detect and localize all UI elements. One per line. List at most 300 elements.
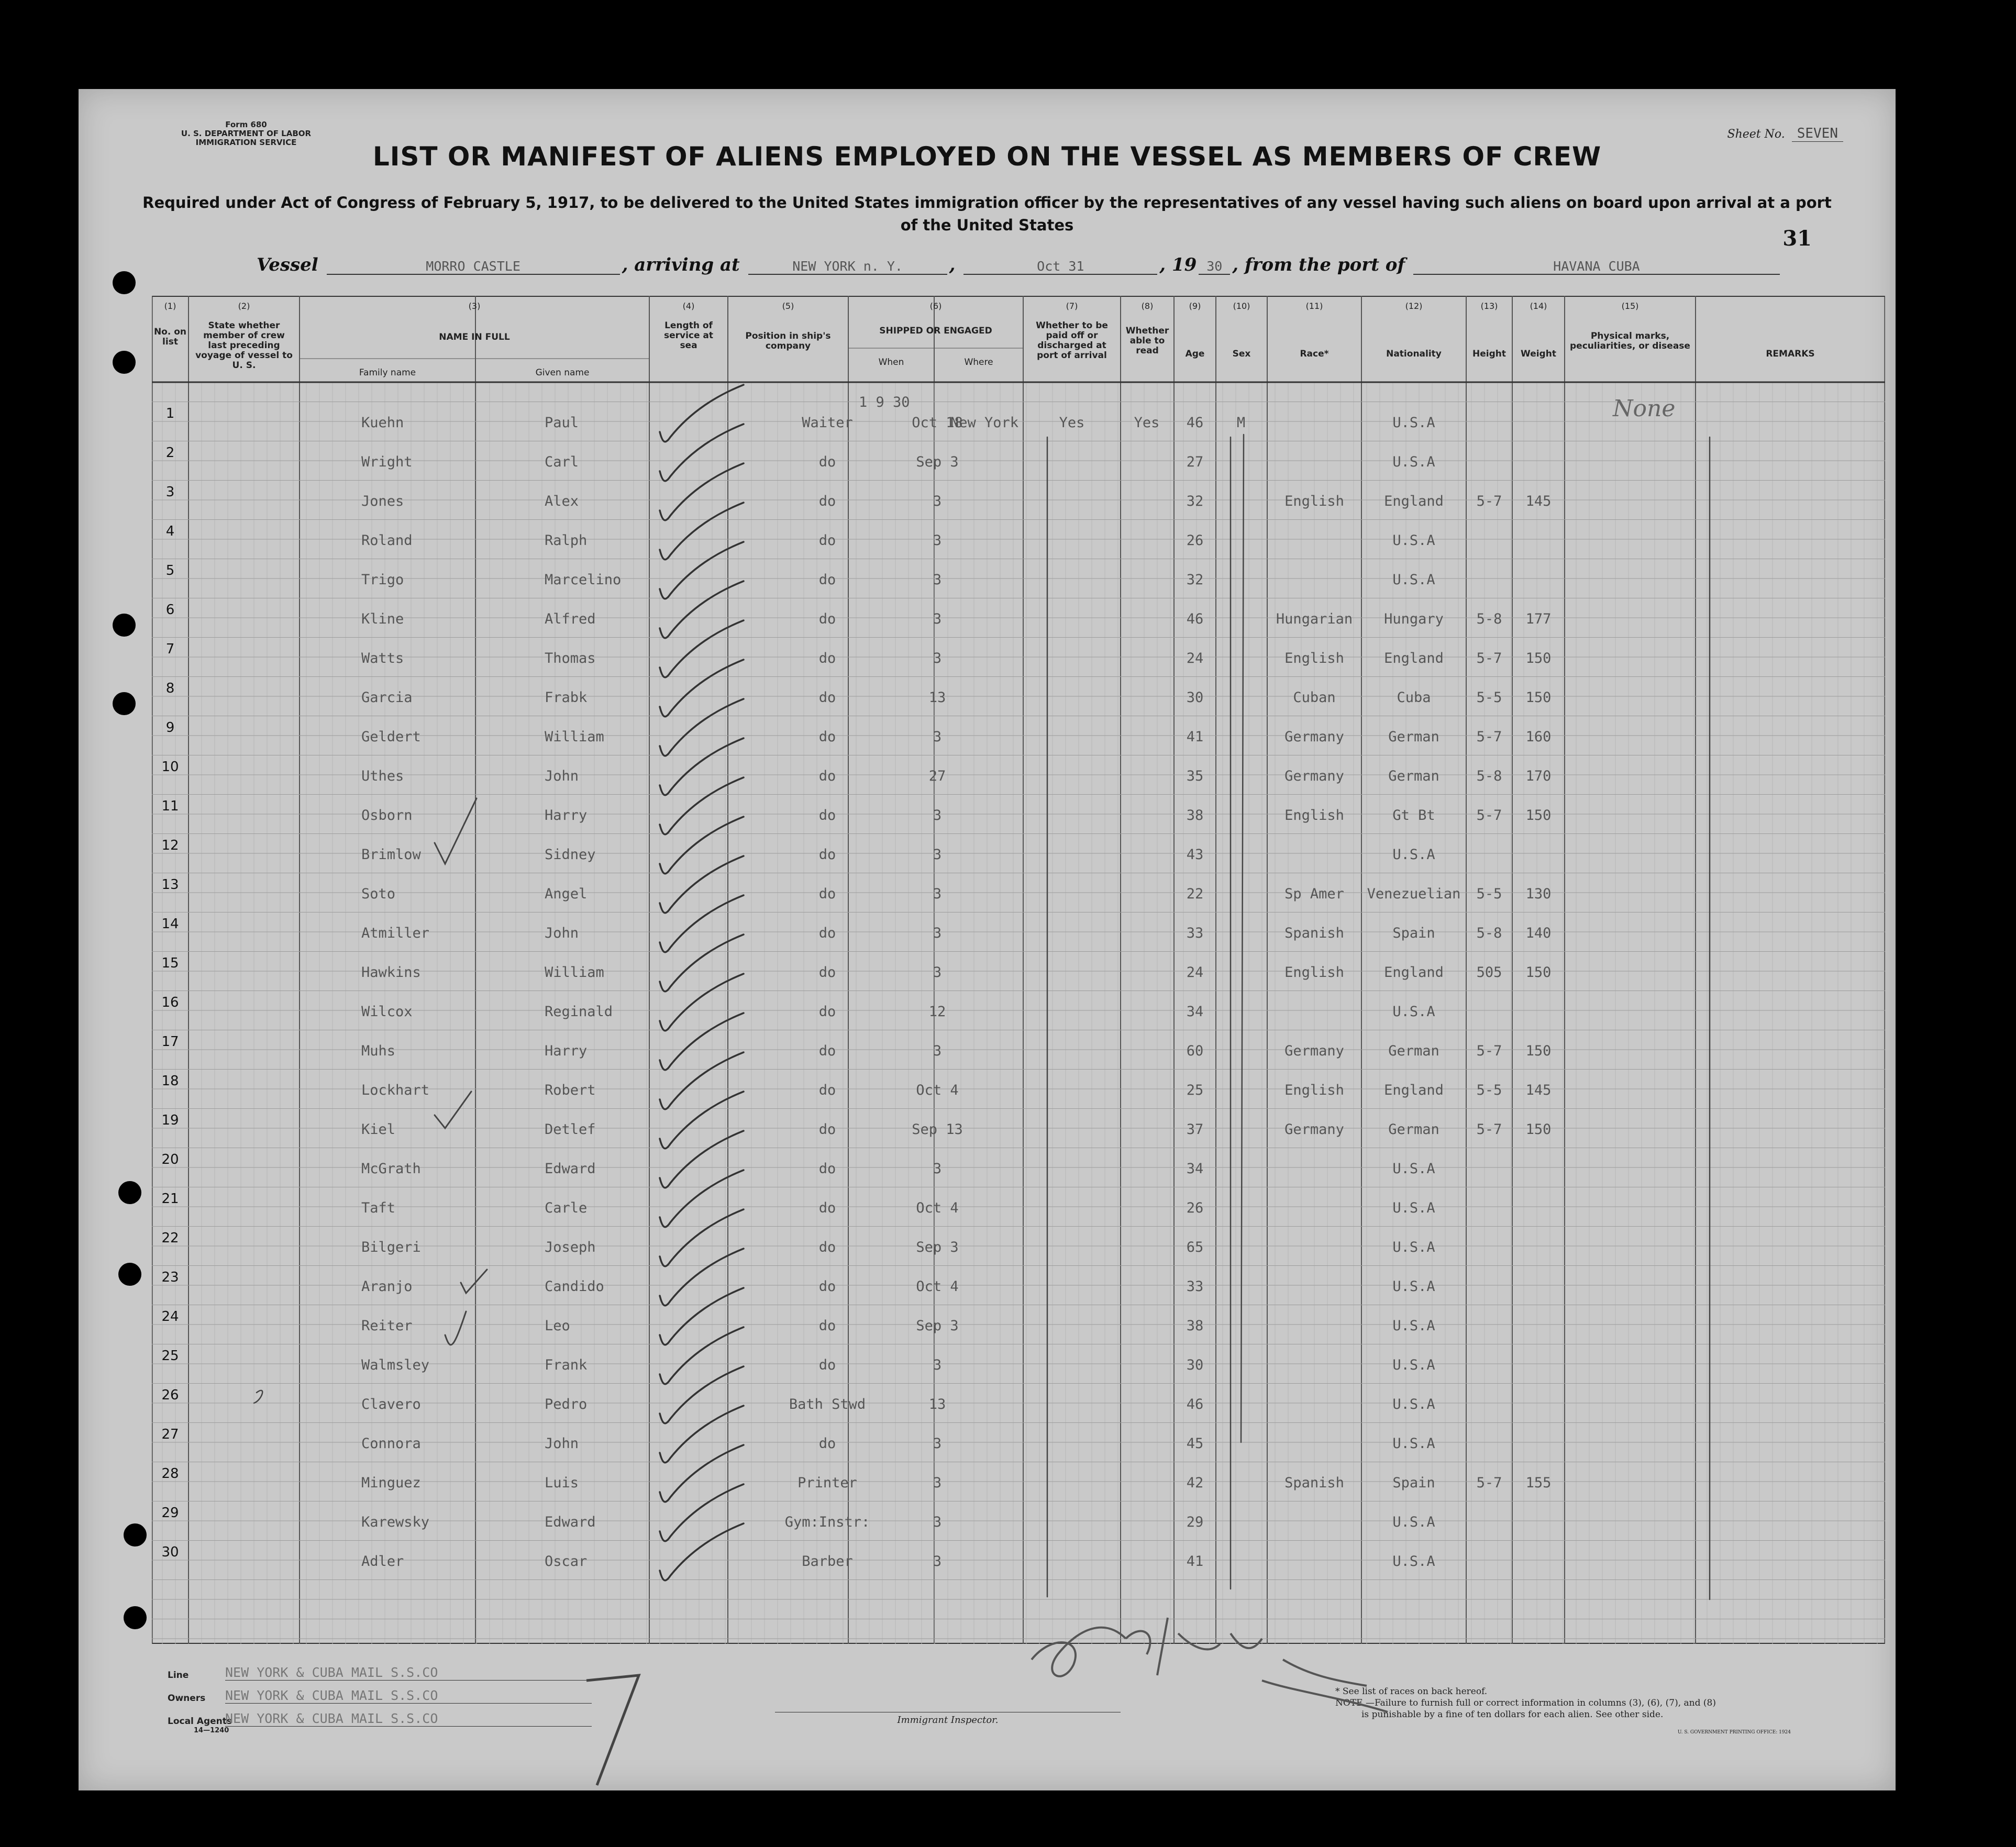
shipped-when-cell: 3 (933, 1043, 942, 1059)
binder-hole (113, 692, 136, 715)
row-number: 6 (165, 602, 175, 618)
given-name-cell: Carle (545, 1200, 588, 1216)
family-name-cell: Aranjo (361, 1278, 413, 1295)
race-cell: Germany (1284, 1121, 1344, 1138)
line-value: NEW YORK & CUBA MAIL S.S.CO (225, 1665, 592, 1681)
given-name-cell: Detlef (545, 1121, 596, 1138)
when-header: When (878, 357, 904, 368)
col1-header: No. on list (153, 327, 187, 347)
family-name-cell: Lockhart (361, 1082, 430, 1098)
nationality-cell: England (1384, 650, 1444, 666)
shipped-when-cell: 3 (933, 1475, 942, 1491)
given-name-cell: Reginald (545, 1004, 613, 1020)
position-cell: do (818, 1318, 836, 1334)
nationality-cell: German (1388, 1043, 1439, 1059)
height-cell: 5-7 (1476, 807, 1502, 824)
weight-cell: 150 (1525, 689, 1552, 706)
departure-port: HAVANA CUBA (1413, 259, 1780, 275)
age-cell: 46 (1186, 415, 1204, 431)
race-cell: Hungarian (1276, 611, 1353, 627)
given-name-cell: Joseph (545, 1239, 596, 1255)
col12-number: (12) (1405, 301, 1423, 311)
binder-hole (118, 1263, 141, 1286)
year-1930: 1 9 30 (859, 394, 910, 410)
service-checkmark (660, 777, 744, 835)
service-checkmark (660, 1013, 744, 1070)
owners-label: Owners (168, 1693, 206, 1704)
height-cell: 5-7 (1476, 1043, 1502, 1059)
inspector-signature-scrawl (969, 1555, 1492, 1764)
age-cell: 26 (1186, 1200, 1204, 1216)
position-cell: do (818, 964, 836, 981)
nationality-cell: U.S.A (1392, 532, 1435, 549)
height-cell: 5-7 (1476, 650, 1502, 666)
family-name-cell: Kline (361, 611, 404, 627)
age-cell: 37 (1186, 1121, 1204, 1138)
shipped-when-cell: 3 (933, 1514, 942, 1530)
name-checkmark (445, 1311, 466, 1345)
race-cell: Cuban (1293, 689, 1336, 706)
col1-number: (1) (164, 301, 176, 311)
age-cell: 32 (1186, 493, 1204, 509)
service-checkmark (660, 1445, 744, 1502)
shipped-when-cell: 3 (933, 964, 942, 981)
row-number: 1 (165, 406, 175, 421)
race-cell: Germany (1284, 768, 1344, 784)
weight-cell: 155 (1525, 1475, 1552, 1491)
family-name-cell: Walmsley (361, 1357, 430, 1373)
height-cell: 5-5 (1476, 1082, 1502, 1098)
sheet-number-value: SEVEN (1792, 126, 1843, 142)
given-name-cell: Robert (545, 1082, 596, 1098)
shipped-when-cell: 3 (933, 611, 942, 627)
weight-cell: 150 (1525, 807, 1552, 824)
nationality-cell: U.S.A (1392, 1318, 1435, 1334)
family-name-cell: Bilgeri (361, 1239, 421, 1255)
given-name-cell: Angel (545, 886, 588, 902)
position-cell: do (818, 847, 836, 863)
family-name-cell: Atmiller (361, 925, 430, 941)
fine-note: NOTE.—Failure to furnish full or correct information in columns (3), (6), (7), and (8) (1335, 1698, 1716, 1708)
service-checkmark (660, 1523, 744, 1581)
position-cell: do (818, 729, 836, 745)
bracket-pencil-mark (576, 1665, 681, 1801)
sex-ditto-line (1241, 435, 1244, 1442)
nationality-cell: U.S.A (1392, 1553, 1435, 1570)
arrival-port: NEW YORK n. Y. (748, 259, 947, 275)
binder-hole (118, 1181, 141, 1204)
service-checkmark (660, 1288, 744, 1345)
height-cell: 5-7 (1476, 1121, 1502, 1138)
name-checkmark (435, 798, 477, 864)
crew-table (152, 296, 1885, 1644)
weight-cell: 170 (1525, 768, 1552, 784)
shipped-when-cell: 12 (928, 1004, 946, 1020)
service-checkmark (660, 856, 744, 913)
weight-cell: 150 (1525, 650, 1552, 666)
shipped-when-cell: 13 (928, 689, 946, 706)
year-prefix: , 19 (1159, 254, 1197, 275)
arrival-date: Oct 31 (963, 259, 1157, 275)
shipped-when-cell: 3 (933, 572, 942, 588)
position-cell: do (818, 650, 836, 666)
age-cell: 46 (1186, 611, 1204, 627)
family-name-cell: Connora (361, 1436, 421, 1452)
family-name-cell: Kiel (361, 1121, 396, 1138)
sex-cell: M (1236, 415, 1246, 431)
col6-header: SHIPPED OR ENGAGED (879, 326, 992, 336)
row-number: 28 (161, 1466, 179, 1482)
col5-header: Position in ship's company (745, 331, 831, 351)
fine-note-continued: is punishable by a fine of ten dollars for each alien. See other side. (1361, 1709, 1664, 1720)
position-cell: Waiter (802, 415, 853, 431)
position-cell: do (818, 493, 836, 509)
age-cell: 42 (1186, 1475, 1204, 1491)
handwritten-none-annotation: None (1613, 395, 1676, 422)
given-name-cell: Alex (545, 493, 579, 509)
family-name-cell: Clavero (361, 1396, 421, 1412)
shipped-when-cell: 3 (933, 886, 942, 902)
row-number: 19 (161, 1112, 179, 1128)
local-agents-code: 14—1240 (194, 1727, 229, 1734)
row-number: 13 (161, 877, 179, 893)
printer-imprint: U. S. GOVERNMENT PRINTING OFFICE: 1924 (1677, 1730, 1791, 1735)
position-cell: do (818, 611, 836, 627)
binder-hole (124, 1523, 147, 1546)
nationality-cell: Venezuelian (1367, 886, 1461, 902)
age-cell: 32 (1186, 572, 1204, 588)
row-number: 16 (161, 995, 179, 1010)
service-checkmark (660, 1484, 744, 1541)
position-cell: Printer (797, 1475, 857, 1491)
service-checkmark (660, 1092, 744, 1149)
age-cell: 33 (1186, 1278, 1204, 1295)
arrival-year: 30 (1199, 259, 1230, 275)
family-name-cell: Muhs (361, 1043, 396, 1059)
service-checkmark (660, 1131, 744, 1188)
owners-value: NEW YORK & CUBA MAIL S.S.CO (225, 1688, 592, 1704)
col13-number: (13) (1480, 301, 1498, 311)
col14-header: Weight (1521, 349, 1556, 359)
document-subtitle: Required under Act of Congress of February 5, 1917, to be delivered to the United States immigration officer by the representatives of any vessel having such aliens on board upon arrival at a port of the United States (142, 194, 1832, 234)
service-checkmark (660, 424, 744, 481)
height-cell: 5-8 (1476, 611, 1502, 627)
row-number: 14 (161, 916, 179, 932)
given-name-cell: John (545, 925, 579, 941)
position-cell: do (818, 1239, 836, 1255)
service-checkmark (660, 581, 744, 638)
shipped-when-cell: 3 (933, 729, 942, 745)
given-name-cell: John (545, 768, 579, 784)
nationality-cell: U.S.A (1392, 415, 1435, 431)
given-name-cell: Thomas (545, 650, 596, 666)
position-cell: do (818, 532, 836, 549)
row-number: 29 (161, 1505, 179, 1521)
weight-cell: 130 (1525, 886, 1552, 902)
nationality-cell: Cuba (1397, 689, 1431, 706)
weight-cell: 145 (1525, 1082, 1552, 1098)
col13-header: Height (1472, 349, 1506, 359)
row-number: 15 (161, 955, 179, 971)
col8-number: (8) (1141, 301, 1154, 311)
row-number: 3 (165, 484, 175, 500)
race-cell: English (1284, 807, 1344, 824)
given-name-cell: Ralph (545, 532, 588, 549)
nationality-cell: U.S.A (1392, 572, 1435, 588)
margin-pencil-mark (254, 1390, 262, 1403)
col15-header: Physical marks, peculiarities, or disease (1570, 331, 1690, 351)
age-cell: 45 (1186, 1436, 1204, 1452)
race-cell: Germany (1284, 729, 1344, 745)
nationality-cell: U.S.A (1392, 454, 1435, 470)
col6-number: (6) (929, 301, 942, 311)
paid-off-cell: Yes (1059, 415, 1085, 431)
nationality-cell: England (1384, 964, 1444, 981)
weight-cell: 160 (1525, 729, 1552, 745)
col15-number: (15) (1621, 301, 1639, 311)
given-name-header: Given name (535, 368, 590, 378)
shipped-when-cell: 3 (933, 1161, 942, 1177)
family-name-cell: Garcia (361, 689, 413, 706)
col10-header: Sex (1232, 349, 1251, 359)
nationality-cell: Hungary (1384, 611, 1444, 627)
race-cell: English (1284, 964, 1344, 981)
service-checkmark (660, 503, 744, 560)
nationality-cell: Gt Bt (1392, 807, 1435, 824)
height-cell: 5-8 (1476, 768, 1502, 784)
row-number: 8 (165, 681, 175, 696)
family-name-cell: Uthes (361, 768, 404, 784)
position-cell: do (818, 807, 836, 824)
vessel-line: Vessel MORRO CASTLE , arriving at NEW YORK n. Y. , Oct 31 , 19 30 , from the port of HAVANA CUBA (257, 254, 1782, 275)
shipped-when-cell: 3 (933, 1436, 942, 1452)
given-name-cell: Luis (545, 1475, 579, 1491)
row-number: 23 (161, 1270, 179, 1285)
row-number: 21 (161, 1191, 179, 1207)
race-cell: English (1284, 650, 1344, 666)
race-cell: Germany (1284, 1043, 1344, 1059)
height-cell: 5-5 (1476, 689, 1502, 706)
age-cell: 30 (1186, 689, 1204, 706)
shipped-when-cell: Oct 18 (912, 415, 963, 431)
binder-hole (124, 1606, 147, 1629)
given-name-cell: Frabk (545, 689, 588, 706)
shipped-when-cell: 3 (933, 925, 942, 941)
age-cell: 65 (1186, 1239, 1204, 1255)
weight-cell: 177 (1525, 611, 1552, 627)
shipped-when-cell: 3 (933, 493, 942, 509)
col11-header: Race* (1300, 349, 1329, 359)
given-name-cell: Frank (545, 1357, 588, 1373)
row-number: 4 (165, 524, 175, 539)
shipped-when-cell: 3 (933, 1553, 942, 1570)
age-cell: 38 (1186, 1318, 1204, 1334)
nationality-cell: U.S.A (1392, 847, 1435, 863)
position-cell: do (818, 925, 836, 941)
position-cell: do (818, 1161, 836, 1177)
age-cell: 33 (1186, 925, 1204, 941)
shipped-when-cell: Sep 13 (912, 1121, 963, 1138)
nationality-cell: U.S.A (1392, 1200, 1435, 1216)
given-name-cell: Sidney (545, 847, 596, 863)
service-checkmark (660, 1327, 744, 1384)
service-checkmark (660, 895, 744, 952)
from-port-label: , from the port of (1232, 254, 1405, 275)
family-name-cell: Brimlow (361, 847, 421, 863)
row-number: 25 (161, 1348, 179, 1364)
age-cell: 35 (1186, 768, 1204, 784)
col9-header: Age (1185, 349, 1205, 359)
inspector-label: Immigrant Inspector. (897, 1715, 999, 1726)
given-name-cell: Edward (545, 1161, 596, 1177)
family-name-cell: Geldert (361, 729, 421, 745)
weight-cell: 140 (1525, 925, 1552, 941)
col4-number: (4) (682, 301, 695, 311)
family-name-header: Family name (359, 368, 416, 378)
nationality-cell: U.S.A (1392, 1239, 1435, 1255)
family-name-cell: Osborn (361, 807, 413, 824)
col2-header: State whether member of crew last preceding voyage of vessel to U. S. (195, 320, 293, 371)
form-number: Form 680 (225, 120, 267, 129)
service-checkmark (660, 1052, 744, 1109)
shipped-when-cell: 13 (928, 1396, 946, 1412)
row-number: 30 (161, 1544, 179, 1560)
shipped-when-cell: 27 (928, 768, 946, 784)
family-name-cell: McGrath (361, 1161, 421, 1177)
given-name-cell: John (545, 1436, 579, 1452)
race-cell: Spanish (1284, 1475, 1344, 1491)
given-name-cell: Edward (545, 1514, 596, 1530)
service-checkmark (660, 463, 744, 520)
row-number: 26 (161, 1387, 179, 1403)
col7-header: Whether to be paid off or discharged at port of arrival (1036, 320, 1108, 361)
sheet-number (1727, 126, 1844, 141)
position-cell: do (818, 689, 836, 706)
position-cell: do (818, 454, 836, 470)
age-cell: 41 (1186, 729, 1204, 745)
col9-number: (9) (1189, 301, 1201, 311)
shipped-when-cell: 3 (933, 847, 942, 863)
col11-number: (11) (1305, 301, 1323, 311)
position-cell: do (818, 1436, 836, 1452)
service-checkmark (660, 974, 744, 1031)
shipped-when-cell: 3 (933, 532, 942, 549)
nationality-cell: U.S.A (1392, 1357, 1435, 1373)
given-name-cell: Carl (545, 454, 579, 470)
family-name-cell: Adler (361, 1553, 404, 1570)
service-checkmark (660, 738, 744, 795)
name-checkmark (461, 1270, 487, 1293)
family-name-cell: Kuehn (361, 415, 404, 431)
service-name: IMMIGRATION SERVICE (195, 138, 297, 147)
height-cell: 5-7 (1476, 729, 1502, 745)
pencil-annotations (152, 296, 1885, 1644)
service-checkmark (660, 934, 744, 992)
local-agents-value: NEW YORK & CUBA MAIL S.S.CO (225, 1711, 592, 1727)
age-cell: 27 (1186, 454, 1204, 470)
nationality-cell: German (1388, 1121, 1439, 1138)
age-cell: 22 (1186, 886, 1204, 902)
where-header: Where (964, 357, 993, 368)
given-name-cell: Leo (545, 1318, 570, 1334)
shipped-when-cell: 3 (933, 650, 942, 666)
nationality-cell: U.S.A (1392, 1396, 1435, 1412)
family-name-cell: Jones (361, 493, 404, 509)
col7-number: (7) (1066, 301, 1078, 311)
service-checkmark (660, 699, 744, 756)
manifest-sheet (79, 89, 1896, 1790)
nationality-cell: England (1384, 493, 1444, 509)
shipped-when-cell: Oct 4 (916, 1082, 959, 1098)
service-checkmark (660, 542, 744, 599)
shipped-when-cell: Oct 4 (916, 1200, 959, 1216)
position-cell: do (818, 1278, 836, 1295)
binder-hole (113, 351, 136, 374)
height-cell: 5-5 (1476, 886, 1502, 902)
sheet-number-label: Sheet No. (1727, 128, 1785, 141)
position-cell: Barber (802, 1553, 853, 1570)
local-agents-label: Local Agents (168, 1716, 232, 1727)
races-note: * See list of races on back hereof. (1335, 1686, 1488, 1697)
position-cell: do (818, 1357, 836, 1373)
given-name-cell: Candido (545, 1278, 604, 1295)
race-cell: Sp Amer (1284, 886, 1344, 902)
row-number: 10 (161, 759, 179, 775)
weight-cell: 150 (1525, 964, 1552, 981)
age-cell: 34 (1186, 1004, 1204, 1020)
row-number: 9 (165, 720, 175, 736)
shipped-when-cell: Sep 3 (916, 454, 959, 470)
shipped-when-cell: Sep 3 (916, 1318, 959, 1334)
row-number: 20 (161, 1152, 179, 1167)
nationality-cell: German (1388, 729, 1439, 745)
row-number: 22 (161, 1230, 179, 1246)
arriving-label: , arriving at (622, 254, 740, 275)
race-cell: Spanish (1284, 925, 1344, 941)
service-checkmark (660, 1366, 744, 1423)
remarks-header: REMARKS (1766, 349, 1815, 359)
col3-header: NAME IN FULL (439, 332, 510, 342)
col8-header: Whether able to read (1125, 326, 1169, 356)
given-name-cell: Oscar (545, 1553, 588, 1570)
service-checkmark (660, 1249, 744, 1306)
position-cell: do (818, 768, 836, 784)
nationality-cell: U.S.A (1392, 1514, 1435, 1530)
col12-header: Nationality (1386, 349, 1442, 359)
family-name-cell: Taft (361, 1200, 396, 1216)
family-name-cell: Soto (361, 886, 396, 902)
row-number: 27 (161, 1427, 179, 1442)
age-cell: 34 (1186, 1161, 1204, 1177)
nationality-cell: U.S.A (1392, 1004, 1435, 1020)
age-cell: 26 (1186, 532, 1204, 549)
row-number: 7 (165, 641, 175, 657)
service-checkmark (660, 817, 744, 874)
able-to-read-cell: Yes (1134, 415, 1160, 431)
page-number: 31 (1782, 226, 1812, 251)
row-number: 2 (165, 445, 175, 461)
vessel-name: MORRO CASTLE (327, 259, 620, 275)
row-number: 12 (161, 838, 179, 853)
family-name-cell: Wright (361, 454, 413, 470)
line-label: Line (168, 1670, 189, 1681)
age-cell: 24 (1186, 964, 1204, 981)
given-name-cell: William (545, 729, 604, 745)
family-name-cell: Wilcox (361, 1004, 413, 1020)
weight-cell: 150 (1525, 1121, 1552, 1138)
binder-hole (113, 271, 136, 294)
service-checkmark (660, 1209, 744, 1266)
